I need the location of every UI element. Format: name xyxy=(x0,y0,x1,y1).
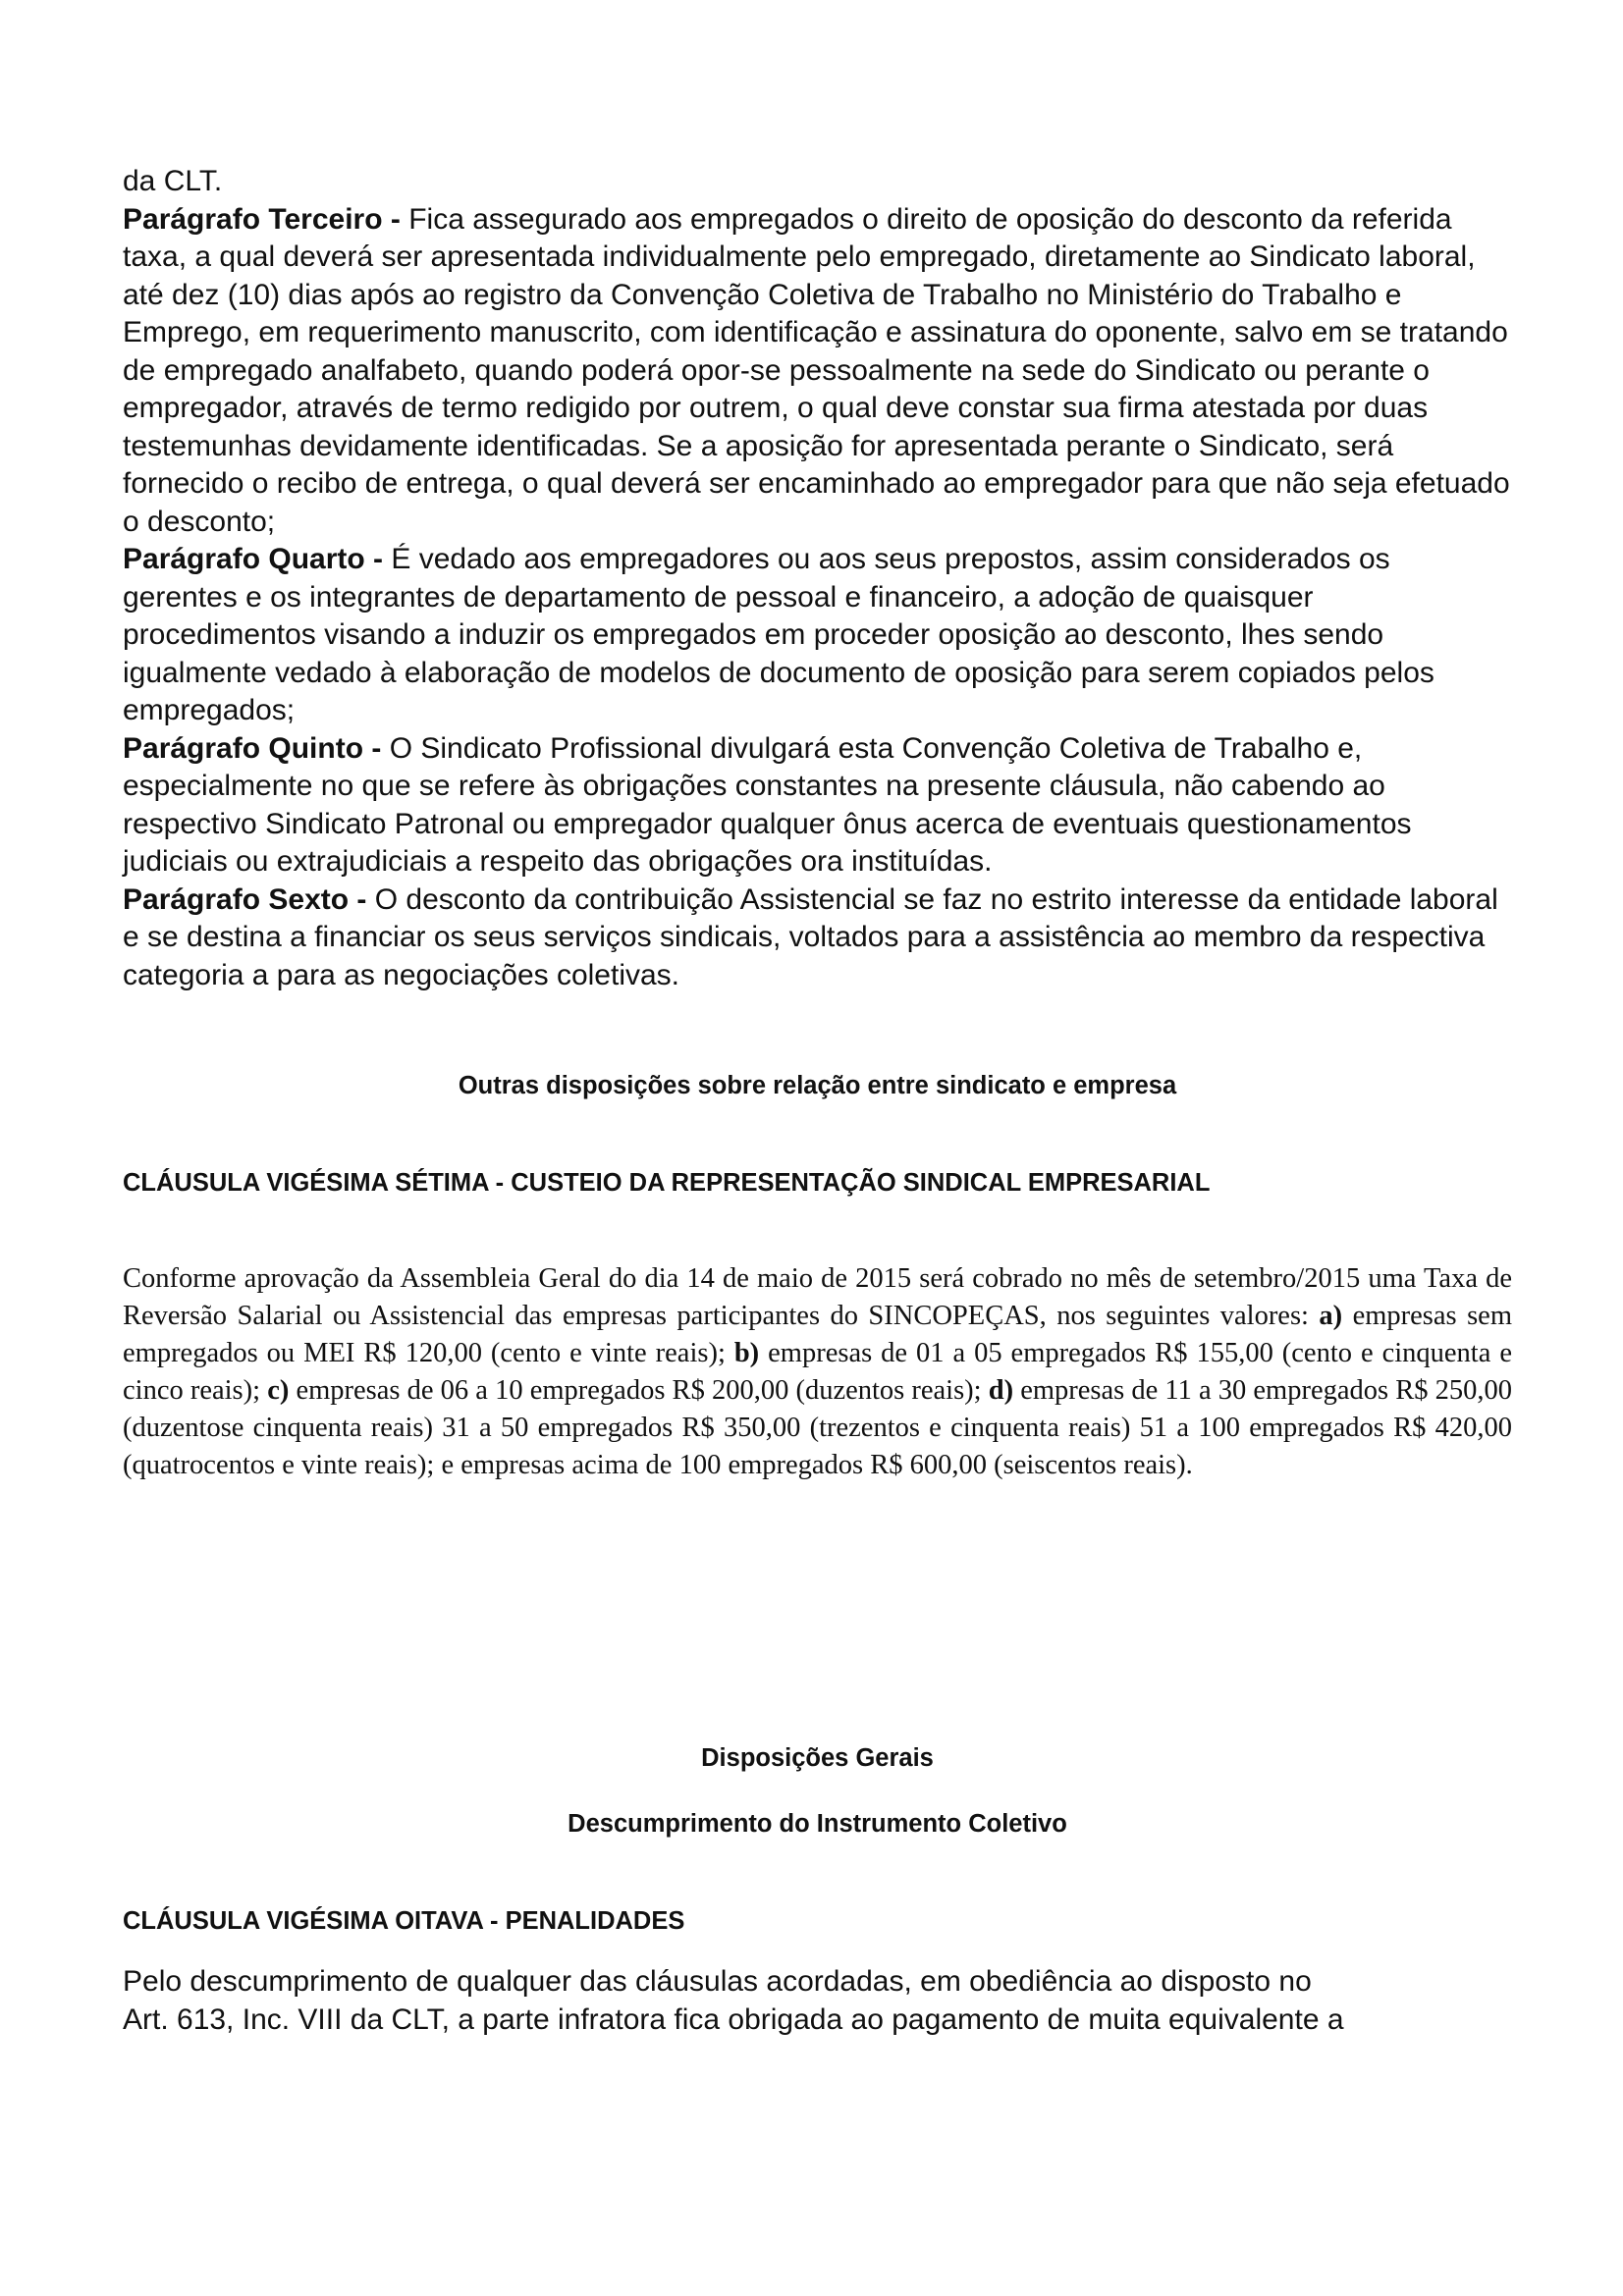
paragraph-third-text: Fica assegurado aos empregados o direito de oposição do desconto da referida taxa, a qual deverá ser apresentada individualmente pelo empregado, diretamente ao Sindicato laboral, até dez (10) dias após ao registro da Convenção Coletiva de Trabalho no Ministério do Trabalho e Emprego, em requerimento manuscrito, com identificação e assinatura do oponente, salvo em se tratando de empregado analfabeto, quando poderá opor-se pessoalmente na sede do Sindicato ou perante o empregador, através de termo redigido por outrem, o qual deve constar sua firma atestada por duas testemunhas devidamente identificadas. Se a aposição for apresentada perante o Sindicato, será fornecido o recibo de entrega, o qual deverá ser encaminhado ao empregador para que não seja efetuado o desconto; xyxy=(123,202,1510,538)
paragraph-fifth xyxy=(123,730,1512,881)
section-heading-other-provisions: Outras disposições sobre relação entre sindicato e empresa xyxy=(458,1072,1177,1099)
clause-27-text-2: empresas sem empregados ou MEI R$ 120,00 (cento e vinte reais); xyxy=(123,1301,1512,1368)
clause-28-line-1: Pelo descumprimento de qualquer das cláusulas acordadas, em obediência ao disposto no xyxy=(123,1965,1312,1998)
clause-27-item-b: b) xyxy=(733,1338,760,1368)
clause-27-text-3: empresas de 01 a 05 empregados R$ 155,00 (cento e cinquenta e cinco reais); xyxy=(123,1338,1512,1406)
clause-27-title: CLÁUSULA VIGÉSIMA SÉTIMA - CUSTEIO DA REPRESENTAÇÃO SINDICAL EMPRESARIAL xyxy=(123,1169,1211,1197)
paragraph-sixth xyxy=(123,881,1512,995)
clause-27-item-c: c) xyxy=(267,1375,290,1406)
paragraph-third-label: Parágrafo Terceiro - xyxy=(123,202,401,236)
clause-27-text-1: Conforme aprovação da Assembleia Geral do dia 14 de maio de 2015 será cobrado no mês de setembro/2015 uma Taxa de Reversão Salarial ou Assistencial das empresas participantes do SINCOPEÇAS, nos seguintes valores: xyxy=(123,1263,1512,1331)
section-heading-general-provisions: Disposições Gerais xyxy=(701,1744,934,1772)
paragraph-third xyxy=(123,201,1512,542)
paragraph-fifth-label: Parágrafo Quinto - xyxy=(123,731,382,765)
paragraph-fifth-text: O Sindicato Profissional divulgará esta Convenção Coletiva de Trabalho e, especialmente no que se refere às obrigações constantes na presente cláusula, não cabendo ao respectivo Sindicato Patronal ou empregador qualquer ônus acerca de eventuais questionamentos judiciais ou extrajudiciais a respeito das obrigações ora instituídas. xyxy=(123,731,1412,878)
clause-27-item-d: d) xyxy=(988,1375,1014,1406)
clause-27-text-4: empresas de 06 a 10 empregados R$ 200,00 (duzentos reais); xyxy=(289,1375,989,1406)
paragraphs-block xyxy=(123,163,1512,994)
clause-28-body xyxy=(123,1963,1512,2039)
paragraph-sixth-label: Parágrafo Sexto - xyxy=(123,882,367,916)
clause-27-text-5: empresas de 11 a 30 empregados R$ 250,00 (duzentose cinquenta reais) 31 a 50 empregados R$ 350,00 (trezentos e cinquenta reais) 51 a 100 empregados R$ 420,00 (quatrocentos e vinte reais); e empresas acima de 100 empregados R$ 600,00 (seiscentos reais). xyxy=(123,1375,1512,1480)
clause-27-body xyxy=(123,1260,1512,1484)
paragraph-sixth-text: O desconto da contribuição Assistencial se faz no estrito interesse da entidade laboral e se destina a financiar os seus serviços sindicais, voltados para a assistência ao membro da respectiva categoria a para as negociações coletivas. xyxy=(123,882,1498,991)
section-heading-noncompliance: Descumprimento do Instrumento Coletivo xyxy=(568,1810,1067,1838)
clause-28-line-2: Art. 613, Inc. VIII da CLT, a parte infratora fica obrigada ao pagamento de muita equivalente a xyxy=(123,2002,1344,2036)
intro-line: da CLT. xyxy=(123,165,223,197)
paragraph-fourth-text: É vedado aos empregadores ou aos seus prepostos, assim considerados os gerentes e os integrantes de departamento de pessoal e financeiro, a adoção de quaisquer procedimentos visando a induzir os empregados em proceder oposição ao desconto, lhes sendo igualmente vedado à elaboração de modelos de documento de oposição para serem copiados pelos empregados; xyxy=(123,543,1434,726)
paragraph-fourth-label: Parágrafo Quarto - xyxy=(123,543,384,575)
clause-28-title: CLÁUSULA VIGÉSIMA OITAVA - PENALIDADES xyxy=(123,1907,685,1935)
paragraph-fourth xyxy=(123,541,1512,730)
clause-27-item-a: a) xyxy=(1319,1301,1343,1331)
